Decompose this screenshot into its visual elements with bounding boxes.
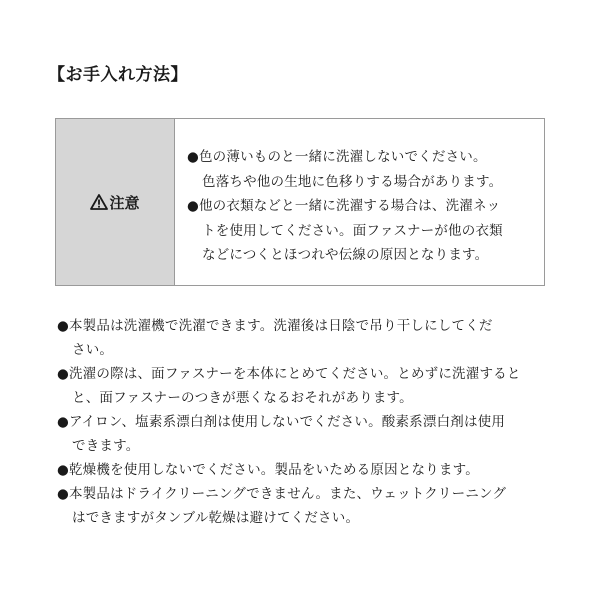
caution-line: トを使用してください。面ファスナーが他の衣類 <box>202 222 503 239</box>
warning-icon <box>90 194 108 210</box>
caution-item <box>187 194 534 268</box>
caution-label-text: 注意 <box>109 193 140 212</box>
care-note-line: できます。 <box>72 438 140 454</box>
caution-label-cell <box>56 119 175 285</box>
care-note-line: ●洗濯の際は、面ファスナーを本体にとめてください。とめずに洗濯すると <box>57 366 521 382</box>
care-note-line: ●アイロン、塩素系漂白剤は使用しないでください。酸素系漂白剤は使用 <box>57 414 506 430</box>
care-note-line: はできますがタンブル乾燥は避けてください。 <box>72 510 360 526</box>
caution-label <box>90 192 139 213</box>
caution-item <box>187 145 534 194</box>
care-note-line: ●本製品は洗濯機で洗濯できます。洗濯後は日陰で吊り干しにしてくだ <box>57 318 493 334</box>
care-note-line: ●乾燥機を使用しないでください。製品をいためる原因となります。 <box>57 462 479 478</box>
care-note-line: と、面ファスナーのつきが悪くなるおそれがあります。 <box>72 390 413 406</box>
care-note <box>57 314 557 362</box>
page-title: 【お手入れ方法】 <box>48 65 188 85</box>
caution-line: ●色の薄いものと一緒に洗濯しないでください。 <box>187 149 487 165</box>
care-note-line: さい。 <box>72 342 114 358</box>
care-note <box>57 362 557 410</box>
care-note <box>57 482 557 530</box>
caution-box <box>55 118 545 286</box>
care-notes-list <box>57 314 557 530</box>
caution-line: ●他の衣類などと一緒に洗濯する場合は、洗濯ネッ <box>187 198 501 214</box>
caution-content <box>175 119 544 285</box>
care-note <box>57 410 557 458</box>
caution-line: 色落ちや他の生地に色移りする場合があります。 <box>202 173 503 190</box>
care-note <box>57 458 557 482</box>
caution-line: などにつくとほつれや伝線の原因となります。 <box>202 247 489 263</box>
care-note-line: ●本製品はドライクリーニングできません。また、ウェットクリーニング <box>57 486 507 502</box>
